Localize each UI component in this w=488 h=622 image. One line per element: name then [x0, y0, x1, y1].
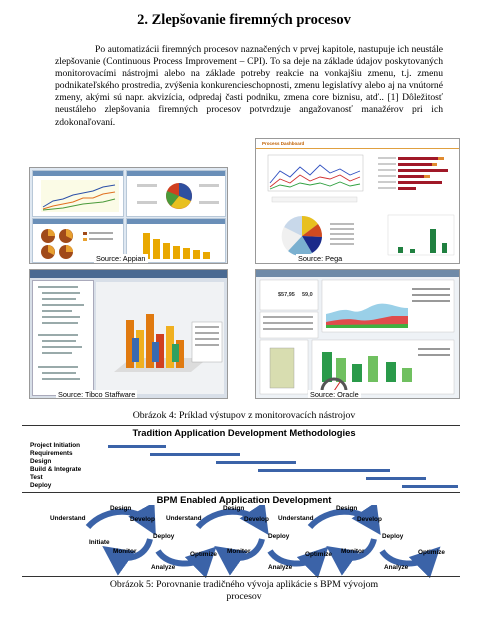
- source-label-tibco: Source: Tibco Staffware: [58, 390, 136, 399]
- source-label-appian: Source: Appian: [96, 254, 146, 263]
- pega-title: Process Dashboard: [262, 141, 305, 146]
- bpm-title: BPM Enabled Application Development: [156, 494, 332, 505]
- oracle-charts: [258, 278, 457, 396]
- tibco-staffware-screenshot: [29, 269, 228, 399]
- figure-5-caption-line-1: Obrázok 5: Porovnanie tradičného vývoja aplikácie s BPM vývojom: [109, 579, 379, 590]
- figure-4-caption: Obrázok 4: Príklad výstupov z monitorovacích nástrojov: [132, 410, 356, 421]
- tibco-3d-bar-chart: [96, 282, 224, 394]
- traditional-title: Tradition Application Development Methodologies: [132, 427, 356, 438]
- bpm-label-initiate: Initiate: [89, 539, 110, 546]
- source-label-pega: Source: Pega: [298, 254, 343, 263]
- bpm-label-optimize-3: Optimize: [418, 549, 445, 556]
- body-paragraph: Po automatizácii firemných procesov naznačených v prvej kapitole, nastupuje ich neustále zlepšovanie (Continuous Process Improvement – CPI). To sa deje na základe údajov poskytovaných monitorovacími nástrojmi alebo na základe potreby reakcie na vonkajšiu zmenu, t.j. zmenu podnikateľského prostredia, zvýšenia konkurencieschopnosti, zmenu legislatívy alebo aj na vnútorné zmeny, akými sú napr. akvizícia, odpredaj časti podniku, zmena core biznisu, atď.. [1] Dôležitosť neustáleho zlepšovania firemných procesov potvrdzuje angažovanosť manažérov pri ich zdokonaľovaní.: [55, 44, 443, 128]
- svg-text:$57,95: $57,95: [278, 292, 295, 298]
- pega-dashboard-screenshot: [255, 138, 460, 264]
- bpm-label-understand-1: Understand: [50, 515, 86, 522]
- tibco-tree-panel: [34, 284, 90, 392]
- bpm-label-design-2: Design: [223, 505, 245, 512]
- pega-line-chart: [262, 153, 367, 205]
- appian-pie-chart: [127, 171, 225, 216]
- bpm-label-optimize-1: Optimize: [190, 551, 217, 558]
- step-test: Test: [30, 474, 43, 481]
- bpm-label-develop-2: Develop: [244, 516, 269, 523]
- bpm-label-analyze-1: Analyze: [151, 564, 176, 571]
- bpm-label-monitor-1: Monitor: [113, 548, 137, 555]
- bpm-label-deploy-2: Deploy: [268, 533, 290, 540]
- traditional-step-bars: [0, 440, 488, 490]
- bpm-label-deploy-3: Deploy: [382, 533, 404, 540]
- bpm-label-deploy-1: Deploy: [153, 533, 175, 540]
- step-design: Design: [30, 458, 52, 465]
- bpm-label-develop-3: Develop: [357, 516, 382, 523]
- source-label-oracle: Source: Oracle: [310, 390, 359, 399]
- bpm-label-analyze-3: Analyze: [384, 564, 409, 571]
- bpm-label-understand-3: Understand: [278, 515, 314, 522]
- appian-dashboard-screenshot: [29, 167, 228, 264]
- bpm-label-monitor-3: Monitor: [341, 548, 365, 555]
- figure-5-caption-line-2: procesov: [226, 591, 262, 602]
- bpm-label-understand-2: Understand: [166, 515, 202, 522]
- appian-line-chart: [33, 171, 123, 216]
- section-heading: 2. Zlepšovanie firemných procesov: [137, 12, 351, 28]
- svg-text:59,0: 59,0: [302, 292, 313, 298]
- pega-hbar-chart: [376, 151, 456, 207]
- oracle-dashboard-screenshot: [255, 269, 460, 399]
- bpm-label-monitor-2: Monitor: [227, 548, 251, 555]
- step-project-initiation: Project Initiation: [30, 442, 81, 449]
- bpm-label-design-3: Design: [336, 505, 358, 512]
- bpm-label-design-1: Design: [110, 505, 132, 512]
- step-deploy: Deploy: [30, 482, 52, 489]
- step-build-integrate: Build & Integrate: [30, 466, 82, 473]
- bpm-label-develop-1: Develop: [130, 516, 155, 523]
- bpm-label-optimize-2: Optimize: [305, 551, 332, 558]
- bpm-label-analyze-2: Analyze: [268, 564, 293, 571]
- pega-bar-chart: [386, 213, 456, 259]
- step-requirements: Requirements: [30, 450, 73, 457]
